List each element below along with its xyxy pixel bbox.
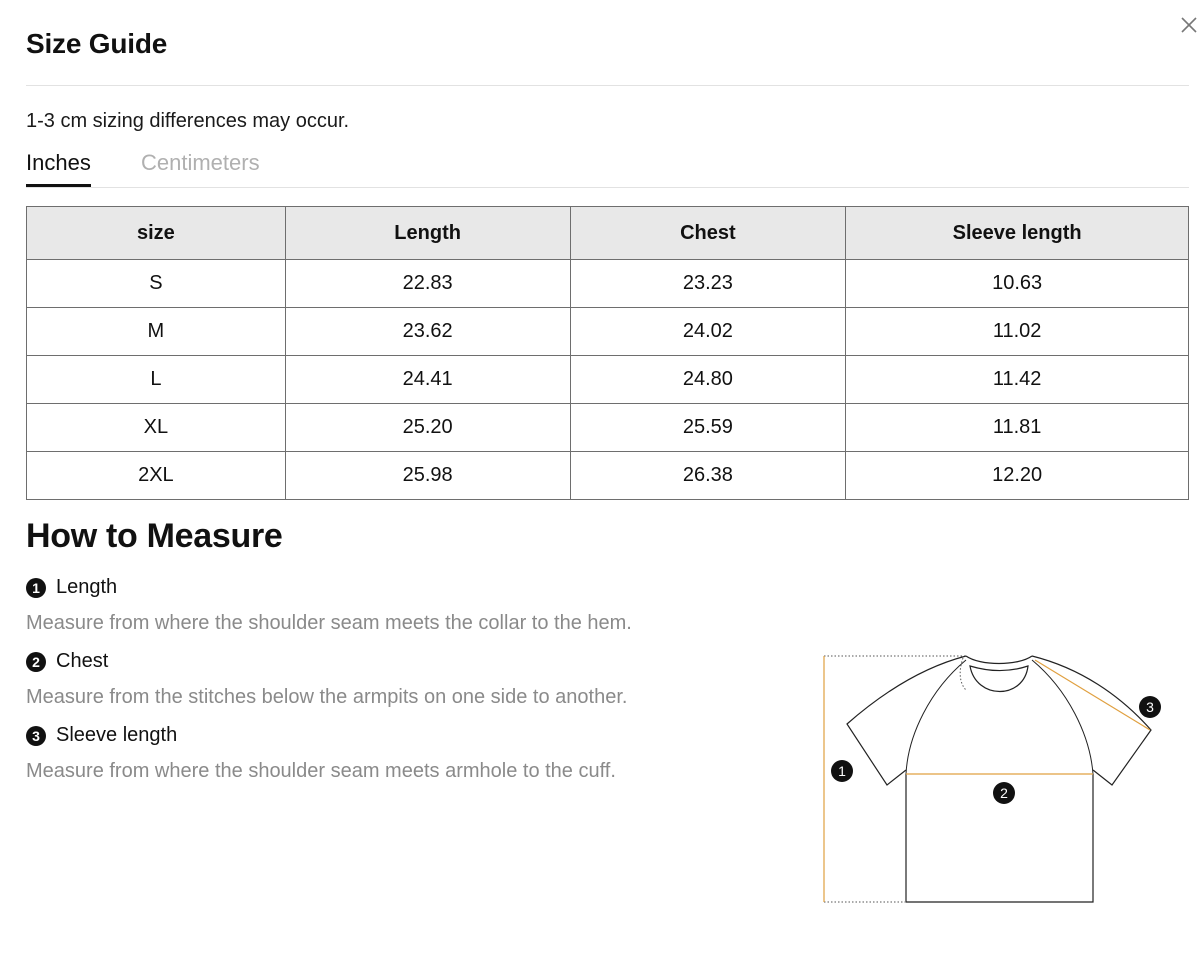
modal-title: Size Guide [26, 28, 168, 59]
table-cell: L [27, 356, 286, 404]
table-cell: 25.59 [570, 404, 846, 452]
measure-item-label: Chest [56, 650, 109, 672]
column-header-chest: Chest [570, 207, 846, 260]
svg-text:3: 3 [1146, 699, 1154, 715]
table-cell: 11.02 [846, 308, 1189, 356]
table-row [27, 452, 1189, 500]
table-row [27, 404, 1189, 452]
table-cell: 24.41 [285, 356, 570, 404]
table-cell: 25.98 [285, 452, 570, 500]
table-cell: 23.62 [285, 308, 570, 356]
measure-item-description: Measure from where the shoulder seam meets the collar to the hem. [26, 612, 632, 634]
column-header-sleeve-length: Sleeve length [846, 207, 1189, 260]
table-row [27, 260, 1189, 308]
how-to-measure-heading: How to Measure [26, 517, 283, 555]
table-cell: S [27, 260, 286, 308]
table-cell: 11.81 [846, 404, 1189, 452]
close-icon[interactable] [1178, 14, 1200, 36]
size-table [26, 206, 1189, 500]
tab-centimeters[interactable]: Centimeters [141, 150, 260, 175]
number-2-badge: 2 [26, 652, 46, 672]
measure-item-chest [26, 650, 108, 673]
measure-item-sleeve-length [26, 724, 177, 747]
column-header-length: Length [285, 207, 570, 260]
table-cell: 12.20 [846, 452, 1189, 500]
tshirt-diagram [800, 640, 1180, 915]
table-cell: 23.23 [570, 260, 846, 308]
table-cell: 26.38 [570, 452, 846, 500]
table-cell: 25.20 [285, 404, 570, 452]
measure-item-length [26, 576, 117, 599]
table-cell: 10.63 [846, 260, 1189, 308]
marker-2 [993, 782, 1015, 804]
measure-item-label: Sleeve length [56, 724, 178, 746]
number-1-badge: 1 [26, 578, 46, 598]
table-cell: 24.02 [570, 308, 846, 356]
column-header-size: size [27, 207, 286, 260]
svg-text:2: 2 [1000, 785, 1008, 801]
measure-item-label: Length [56, 576, 118, 598]
tabs-divider [26, 187, 1189, 188]
tab-inches[interactable]: Inches [26, 150, 91, 175]
table-cell: 24.80 [570, 356, 846, 404]
sizing-note: 1-3 cm sizing differences may occur. [26, 110, 350, 132]
table-cell: 2XL [27, 452, 286, 500]
svg-text:1: 1 [838, 763, 846, 779]
marker-1 [831, 760, 853, 782]
table-row [27, 356, 1189, 404]
table-cell: 11.42 [846, 356, 1189, 404]
table-row [27, 308, 1189, 356]
marker-3 [1139, 696, 1161, 718]
measure-item-description: Measure from where the shoulder seam meets armhole to the cuff. [26, 760, 616, 782]
table-header-row [27, 207, 1189, 260]
table-cell: XL [27, 404, 286, 452]
header-divider [26, 85, 1189, 86]
active-tab-indicator [26, 184, 91, 187]
table-cell: M [27, 308, 286, 356]
measure-item-description: Measure from the stitches below the armpits on one side to another. [26, 686, 628, 708]
table-cell: 22.83 [285, 260, 570, 308]
number-3-badge: 3 [26, 726, 46, 746]
